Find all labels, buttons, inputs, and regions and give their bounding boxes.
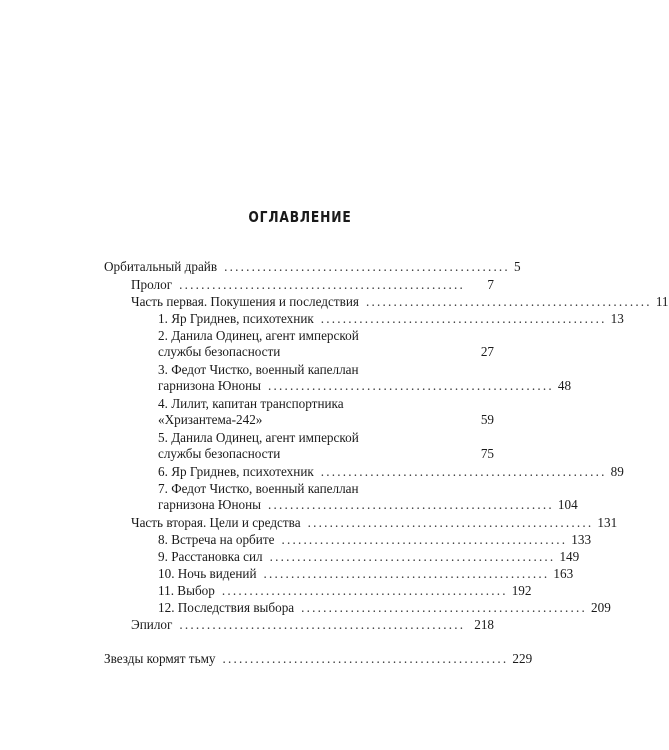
leader-dots: .................................................... xyxy=(221,583,508,598)
entry-page: 11 xyxy=(655,294,669,309)
entry-page: 218 xyxy=(474,617,494,632)
toc-entry xyxy=(131,294,669,310)
entry-page: 48 xyxy=(557,378,572,393)
entry-title: «Хризантема-242» xyxy=(158,412,263,427)
toc-entry xyxy=(104,651,533,667)
leader-dots: .................................................... xyxy=(320,464,607,479)
leader-dots: .................................................... xyxy=(224,259,510,274)
entry-title: гарнизона Юноны xyxy=(158,497,262,512)
toc-entry xyxy=(158,600,611,616)
leader-dots: .................................................... xyxy=(268,378,554,393)
entry-page: 229 xyxy=(512,651,533,666)
leader-dots: .................................................... xyxy=(281,532,568,547)
toc-entry xyxy=(158,328,494,360)
entry-page: 192 xyxy=(511,583,532,598)
toc-entry xyxy=(158,362,572,394)
entry-title: Часть первая. Покушения и последствия xyxy=(131,294,359,309)
toc-entry xyxy=(158,396,494,428)
entry-title: гарнизона Юноны xyxy=(158,378,262,393)
entry-title: 1. Яр Гриднев, психотехник xyxy=(158,311,314,326)
entry-page: 89 xyxy=(610,464,624,479)
entry-page: 5 xyxy=(513,259,521,274)
entry-page: 131 xyxy=(597,515,618,530)
toc-entry xyxy=(158,532,592,548)
entry-title: 6. Яр Гриднев, психотехник xyxy=(158,464,314,479)
entry-title: Звезды кормят тьму xyxy=(104,651,216,666)
toc-entry xyxy=(131,617,494,633)
entry-page: 149 xyxy=(559,549,580,564)
entry-page: 75 xyxy=(480,446,494,461)
entry-page: 7 xyxy=(487,277,494,292)
leader-dots: .................................................... xyxy=(179,617,466,632)
entry-title: 8. Встреча на орбите xyxy=(158,532,275,547)
entry-title-line1: 7. Федот Чистко, военный капеллан xyxy=(158,481,359,496)
entry-title: Пролог xyxy=(131,277,173,292)
toc-entry xyxy=(131,277,494,293)
entry-page: 59 xyxy=(480,412,494,427)
leader-dots: .................................................... xyxy=(179,277,465,292)
toc-entry xyxy=(104,259,521,275)
entry-title: 11. Выбор xyxy=(158,583,215,598)
leader-dots: .................................................... xyxy=(222,651,509,666)
entry-title: Орбитальный драйв xyxy=(104,259,218,274)
leader-dots: .................................................... xyxy=(268,497,554,512)
leader-dots: .................................................... xyxy=(307,515,594,530)
toc-entry xyxy=(158,481,578,513)
toc-entry xyxy=(158,430,494,462)
entry-title: 9. Расстановка сил xyxy=(158,549,263,564)
entry-title: Эпилог xyxy=(131,617,173,632)
entry-title-line1: 5. Данила Одинец, агент имперской xyxy=(158,430,359,445)
toc-heading: ОГЛАВЛЕНИЕ xyxy=(248,208,352,226)
entry-title: 10. Ночь видений xyxy=(158,566,257,581)
toc-entry xyxy=(158,311,624,327)
toc-entry xyxy=(158,566,574,582)
toc-entry xyxy=(158,583,532,599)
entry-title-line1: 4. Лилит, капитан транспортника xyxy=(158,396,344,411)
entry-page: 133 xyxy=(571,532,592,547)
entry-title: службы безопасности xyxy=(158,344,281,359)
entry-title-line1: 3. Федот Чистко, военный капеллан xyxy=(158,362,359,377)
leader-dots: .................................................... xyxy=(263,566,550,581)
entry-page: 163 xyxy=(553,566,574,581)
leader-dots: .................................................... xyxy=(365,294,652,309)
toc-entry xyxy=(158,464,624,480)
entry-page: 104 xyxy=(557,497,578,512)
leader-dots: .................................................... xyxy=(269,549,556,564)
leader-dots: .................................................... xyxy=(320,311,607,326)
entry-title: Часть вторая. Цели и средства xyxy=(131,515,301,530)
entry-page: 27 xyxy=(480,344,494,359)
leader-dots: .................................................... xyxy=(301,600,587,615)
entry-title: 12. Последствия выбора xyxy=(158,600,295,615)
entry-page: 209 xyxy=(591,600,611,615)
toc-entry xyxy=(131,515,618,531)
entry-title-line1: 2. Данила Одинец, агент имперской xyxy=(158,328,359,343)
entry-page: 13 xyxy=(610,311,624,326)
entry-title: службы безопасности xyxy=(158,446,281,461)
toc-entry xyxy=(158,549,580,565)
